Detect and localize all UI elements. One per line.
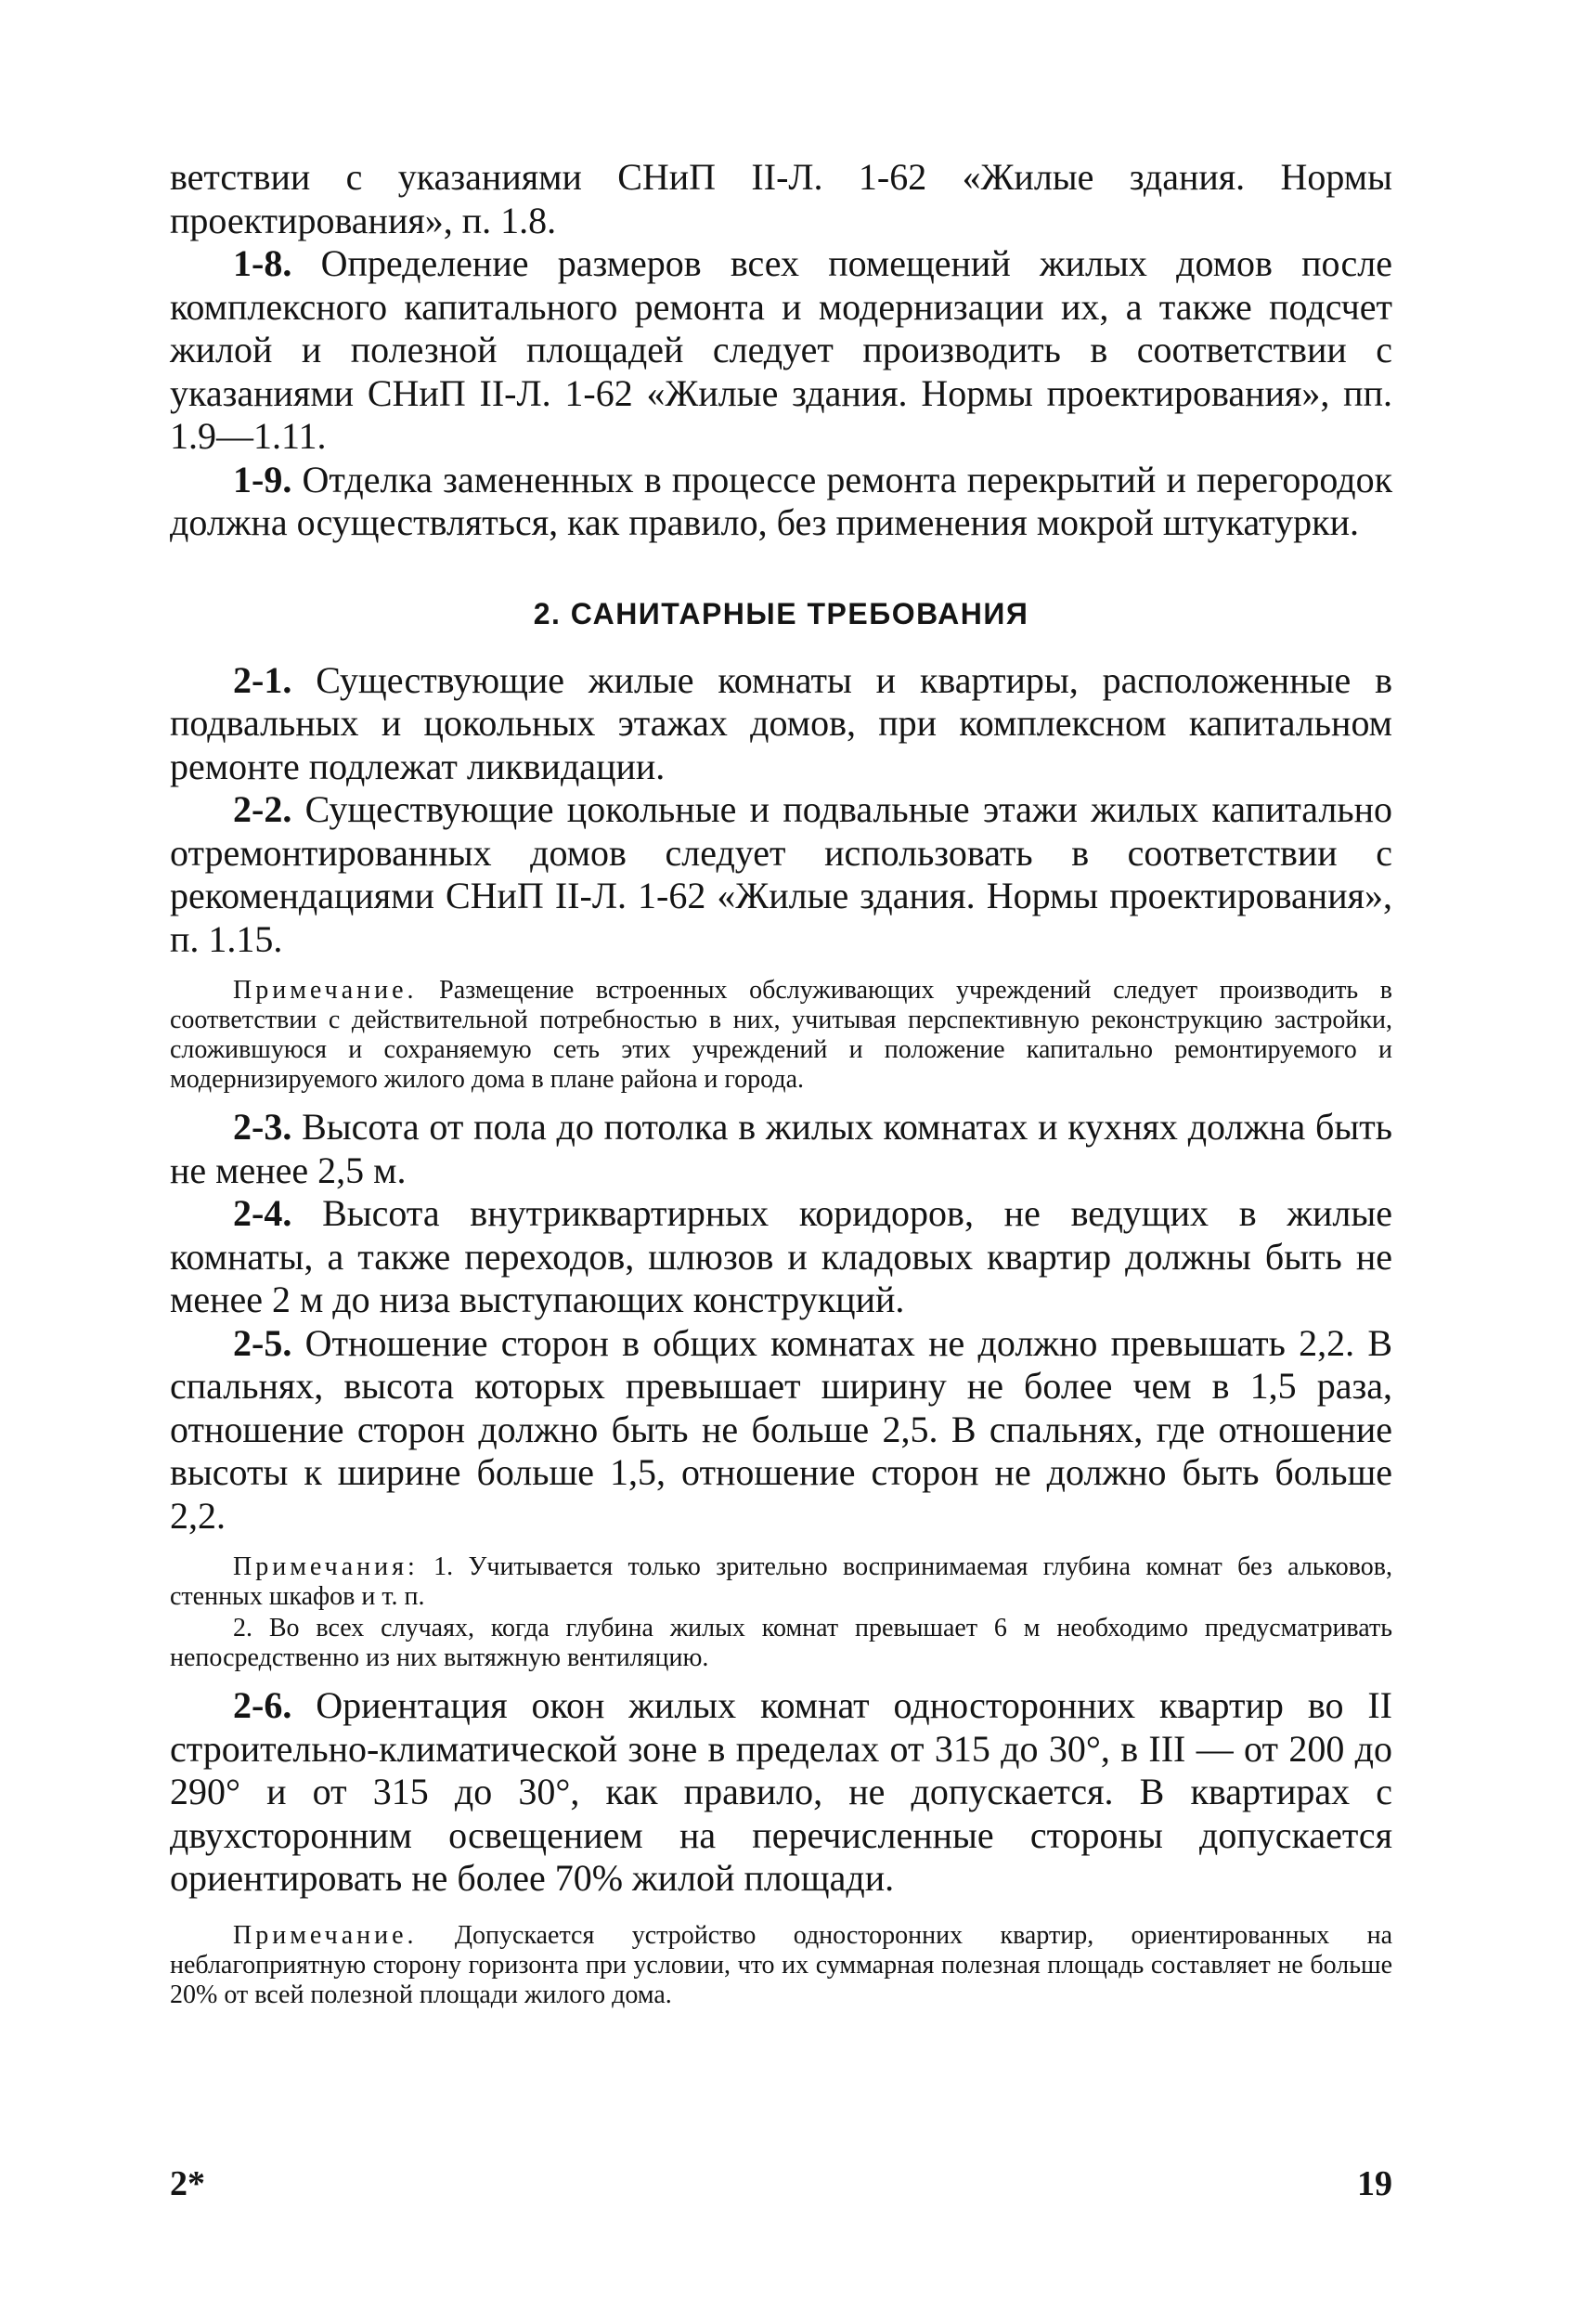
signature-mark: 2* bbox=[170, 2164, 205, 2203]
note-text: Допускается устройство односторонних квартир, ориентированных на неблагоприятную сторону горизонта при условии, что их суммарная полезная площадь составляет не больше 20% от всей полезной площади жилого дома. bbox=[170, 1920, 1393, 2009]
clause-text: Высота от пола до потолка в жилых комнатах и кухнях должна быть не менее 2,5 м. bbox=[170, 1106, 1392, 1191]
clause-number: 2-2. bbox=[233, 788, 292, 830]
clause-text: Существующие цокольные и подвальные этажи жилых капитально отремонтированных домов следует использовать в соответствии с рекомендациями СНиП II-Л. 1-62 «Жилые здания. Нормы проектирования», п. 1.15. bbox=[170, 788, 1393, 960]
clause-text: Ориентация окон жилых комнат односторонних квартир во II строительно-климатической зоне в пределах от 315 до 30°, в III — от 200 до 290° и от 315 до 30°, как правило, не допускается. В квартирах с двухсторонним освещением на перечисленные стороны допускается ориентировать не более 70% жилой площади. bbox=[170, 1684, 1392, 1899]
clause-2-4 bbox=[170, 1192, 1392, 1322]
clause-1-8 bbox=[170, 242, 1392, 459]
clause-1-9 bbox=[170, 459, 1392, 545]
note-label: Примечания: bbox=[233, 1552, 419, 1581]
page-number: 19 bbox=[1357, 2164, 1392, 2203]
clause-number: 2-5. bbox=[233, 1321, 292, 1364]
clause-number: 1-9. bbox=[233, 458, 292, 500]
note-text: Размещение встроенных обслуживающих учреждений следует производить в соответствии с действительной потребностью в них, учитывая перспективную реконструкцию застройки, сложившуюся и сохраняемую сеть этих учреждений и положение капитально ремонтируемого и модернизируемого жилого дома в плане района и города. bbox=[170, 976, 1393, 1094]
clause-number: 2-1. bbox=[233, 658, 292, 701]
clause-2-2 bbox=[170, 788, 1392, 961]
note-3 bbox=[170, 1921, 1392, 2010]
section-heading: 2. САНИТАРНЫЕ ТРЕБОВАНИЯ bbox=[533, 596, 1029, 630]
clause-text: Отношение сторон в общих комнатах не должно превышать 2,2. В спальнях, высота которых превышает ширину не более чем в 1,5 раза, отношение сторон должно быть не больше 2,5. В спальнях, где отношение высоты к ширине больше 1,5, отношение сторон не должно быть больше 2,2. bbox=[170, 1321, 1392, 1537]
clause-number: 1-8. bbox=[233, 242, 292, 284]
clause-text: Высота внутриквартирных коридоров, не ведущих в жилые комнаты, а также переходов, шлюзов и кладовых квартир должны быть не менее 2 м до низа выступающих конструкций. bbox=[170, 1192, 1392, 1320]
clause-2-5 bbox=[170, 1322, 1392, 1539]
clause-number: 2-4. bbox=[233, 1192, 292, 1234]
clause-2-3 bbox=[170, 1106, 1392, 1192]
clause-text: Определение размеров всех помещений жилых домов после комплексного капитального ремонта и модернизации их, а также подсчет жилой и полезной площадей следует производить в соответствии с указаниями СНиП II-Л. 1-62 «Жилые здания. Нормы проектирования», пп. 1.9—1.11. bbox=[170, 242, 1393, 457]
continuation-paragraph: ветствии с указаниями СНиП II-Л. 1-62 «Жилые здания. Нормы проектирования», п. 1.8. bbox=[170, 156, 1392, 241]
note-1 bbox=[170, 976, 1392, 1095]
clause-2-6 bbox=[170, 1684, 1392, 1901]
clause-2-1 bbox=[170, 659, 1392, 789]
note-2-item-2: 2. Во всех случаях, когда глубина жилых комнат превышает 6 м необходимо предусматривать непосредственно из них вытяжную вентиляцию. bbox=[170, 1614, 1392, 1672]
note-label: Примечание. bbox=[233, 1920, 418, 1950]
note-2-item-1 bbox=[170, 1552, 1392, 1612]
clause-text: Существующие жилые комнаты и квартиры, расположенные в подвальных и цокольных этажах домов, при комплексном капитальном ремонте подлежат ликвидации. bbox=[170, 658, 1393, 787]
clause-number: 2-6. bbox=[233, 1684, 292, 1726]
note-text: 1. Учитывается только зрительно воспринимаемая глубина комнат без альковов, стенных шкафов и т. п. bbox=[170, 1552, 1392, 1611]
note-label: Примечание. bbox=[233, 976, 418, 1005]
clause-number: 2-3. bbox=[233, 1106, 292, 1148]
clause-text: Отделка замененных в процессе ремонта перекрытий и перегородок должна осуществляться, как правило, без применения мокрой штукатурки. bbox=[170, 458, 1393, 543]
